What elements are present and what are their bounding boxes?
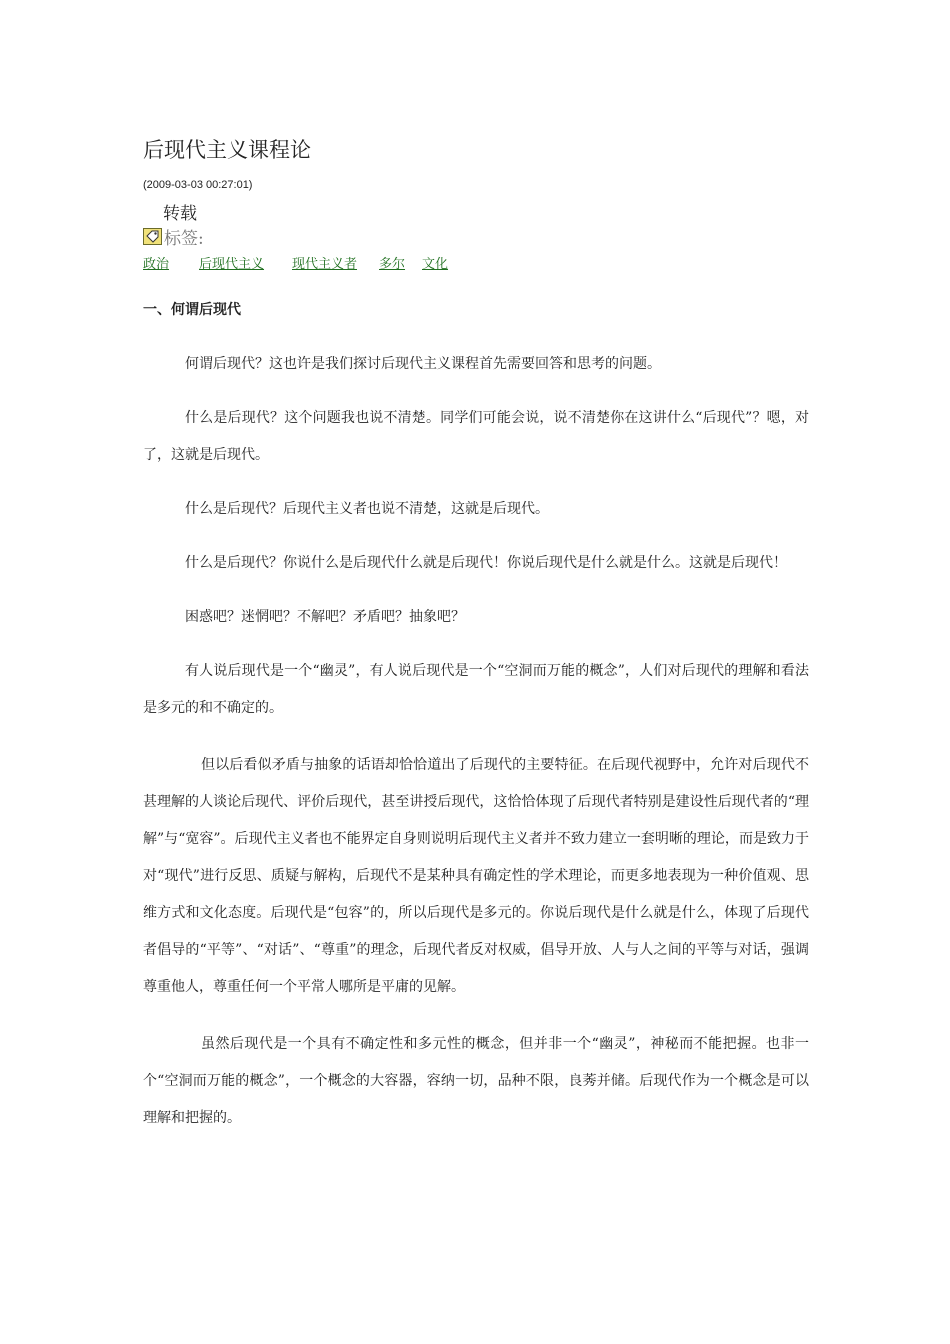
tags-row (143, 224, 204, 249)
article-body (143, 346, 809, 1154)
paragraph: 困惑吧？迷惘吧？不解吧？矛盾吧？抽象吧？ (185, 609, 465, 625)
paragraph: 虽然后现代是一个具有不确定性和多元性的概念，但并非一个“幽灵”，神秘而不能把握。也非一个“空洞而万能的概念”，一个概念的大容器，容纳一切，品种不限，良莠并储。后现代作为一个概念是可以理解和把握的。 (143, 1036, 809, 1126)
tag-icon (143, 228, 162, 245)
section-heading: 一、何谓后现代 (143, 302, 241, 318)
article-date: (2009-03-03 00:27:01) (143, 179, 253, 191)
paragraph: 有人说后现代是一个“幽灵”，有人说后现代是一个“空洞而万能的概念”，人们对后现代的理解和看法是多元的和不确定的。 (143, 663, 809, 716)
repost-label: 转载 (163, 204, 197, 224)
paragraph: 何谓后现代？这也许是我们探讨后现代主义课程首先需要回答和思考的问题。 (185, 356, 661, 372)
paragraph: 什么是后现代？这个问题我也说不清楚。同学们可能会说，说不清楚你在这讲什么“后现代”？嗯，对了，这就是后现代。 (143, 410, 809, 463)
tags-label: 标签: (164, 229, 204, 249)
tag-link-modernists[interactable]: 现代主义者 (292, 257, 358, 272)
paragraph: 什么是后现代？后现代主义者也说不清楚，这就是后现代。 (185, 501, 549, 517)
paragraph: 什么是后现代？你说什么是后现代什么就是后现代！你说后现代是什么就是什么。这就是后现代！ (185, 555, 787, 571)
tag-link-postmodernism[interactable]: 后现代主义 (199, 257, 265, 272)
article-title: 后现代主义课程论 (143, 138, 311, 162)
tag-link-doll[interactable]: 多尔 (379, 257, 406, 272)
tag-link-culture[interactable]: 文化 (422, 257, 449, 272)
paragraph: 但以后看似矛盾与抽象的话语却恰恰道出了后现代的主要特征。在后现代视野中，允许对后现代不甚理解的人谈论后现代、评价后现代，甚至讲授后现代，这恰恰体现了后现代者特别是建设性后现代者的“理解”与“宽容”。后现代主义者也不能界定自身则说明后现代主义者并不致力建立一套明晰的理论，而是致力于对“现代”进行反思、质疑与解构，后现代不是某种具有确定性的学术理论，而更多地表现为一种价值观、思维方式和文化态度。后现代是“包容”的，所以后现代是多元的。你说后现代是什么就是什么，体现了后现代者倡导的“平等”、“对话”、“尊重”的理念，后现代者反对权威，倡导开放、人与人之间的平等与对话，强调尊重他人，尊重任何一个平常人哪所是平庸的见解。 (143, 757, 809, 995)
tag-link-politics[interactable]: 政治 (143, 257, 170, 272)
